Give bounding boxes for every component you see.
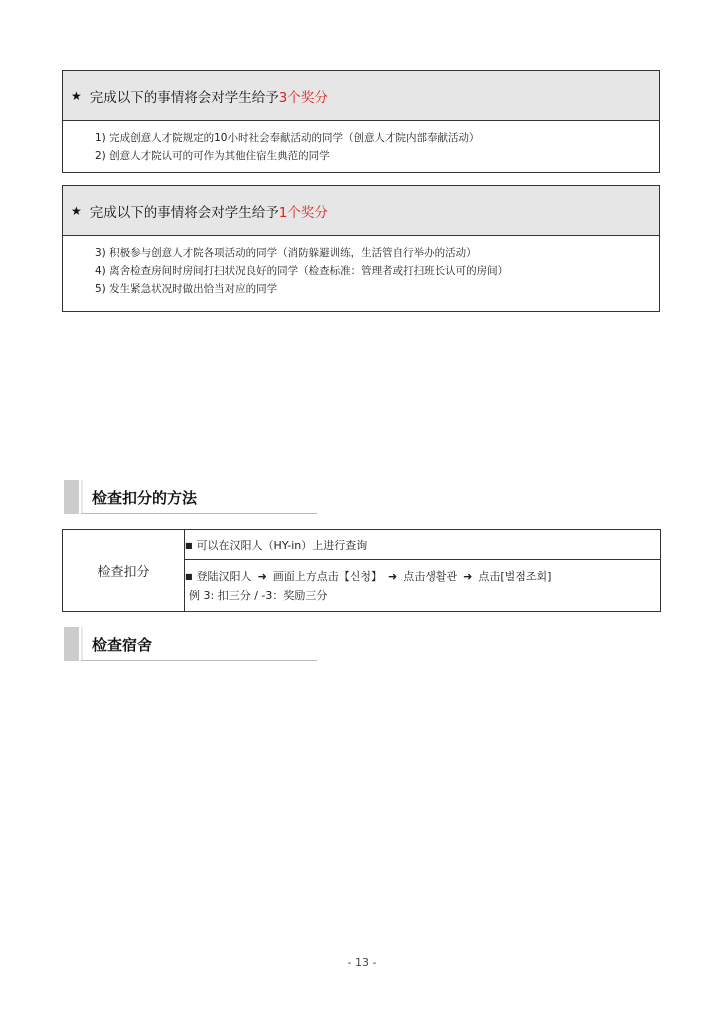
table-cell-steps (185, 560, 661, 612)
reward-box-one-point (62, 185, 660, 312)
reward-item: 5) 发生紧急状况时做出恰当对应的同学 (95, 283, 278, 295)
star-icon: ★ (71, 203, 82, 218)
bullet-icon: ■ (185, 540, 193, 550)
section-marker-line (81, 480, 83, 514)
page-number: - 13 - (347, 956, 377, 969)
example-line: 例 3: 扣三分 / -3：奖励三分 (189, 588, 328, 602)
step-text: 画面上方点击【신청】 (272, 569, 383, 583)
section-underline (81, 660, 317, 661)
heading-text: 完成以下的事情将会对学生给予 (89, 204, 279, 221)
table-row (63, 530, 661, 560)
step-text: 点击[벌점조회] (478, 569, 552, 583)
reward-item: 1) 完成创意人才院规定的10小时社会奉献活动的同学（创意人才院内部奉献活动） (95, 132, 480, 144)
star-icon: ★ (71, 88, 82, 103)
reward-item: 4) 离舍检查房间时房间打扫状况良好的同学（检查标准：管理者或打扫班长认可的房间） (95, 265, 509, 277)
bullet-icon: ■ (185, 571, 193, 581)
section-marker (64, 480, 79, 514)
reward-box-three-points-heading (63, 71, 659, 121)
reward-item: 3) 积极参与创意人才院各项活动的同学（消防躲避训练，生活管自行举办的活动） (95, 247, 477, 259)
step-text: 登陆汉阳人 (196, 569, 252, 583)
section-title: 检查扣分的方法 (92, 489, 198, 507)
section-heading-check-method (64, 480, 317, 514)
section-title: 检查宿舍 (92, 636, 153, 654)
section-heading-check-dorm (64, 627, 317, 661)
reward-list (63, 121, 659, 165)
section-marker-line (81, 627, 83, 661)
reward-box-three-points (62, 70, 660, 173)
arrow-right-icon: ➜ (463, 569, 473, 583)
heading-text: 完成以下的事情将会对学生给予 (89, 89, 279, 106)
reward-list (63, 236, 659, 298)
heading-points: 1个奖分 (278, 204, 328, 221)
step-text: 点击생활관 (403, 569, 458, 583)
table-label: 检查扣分 (63, 530, 185, 612)
arrow-right-icon: ➜ (388, 569, 398, 583)
reward-box-one-point-heading (63, 186, 659, 236)
check-penalty-table (62, 529, 661, 612)
query-text: 可以在汉阳人（HY-in）上进行查询 (196, 538, 368, 552)
arrow-right-icon: ➜ (257, 569, 267, 583)
steps-line (185, 567, 660, 586)
section-marker (64, 627, 79, 661)
section-underline (81, 513, 317, 514)
table-cell-query (185, 530, 661, 560)
heading-points: 3个奖分 (278, 89, 328, 106)
reward-item: 2) 创意人才院认可的可作为其他住宿生典范的同学 (95, 150, 330, 162)
